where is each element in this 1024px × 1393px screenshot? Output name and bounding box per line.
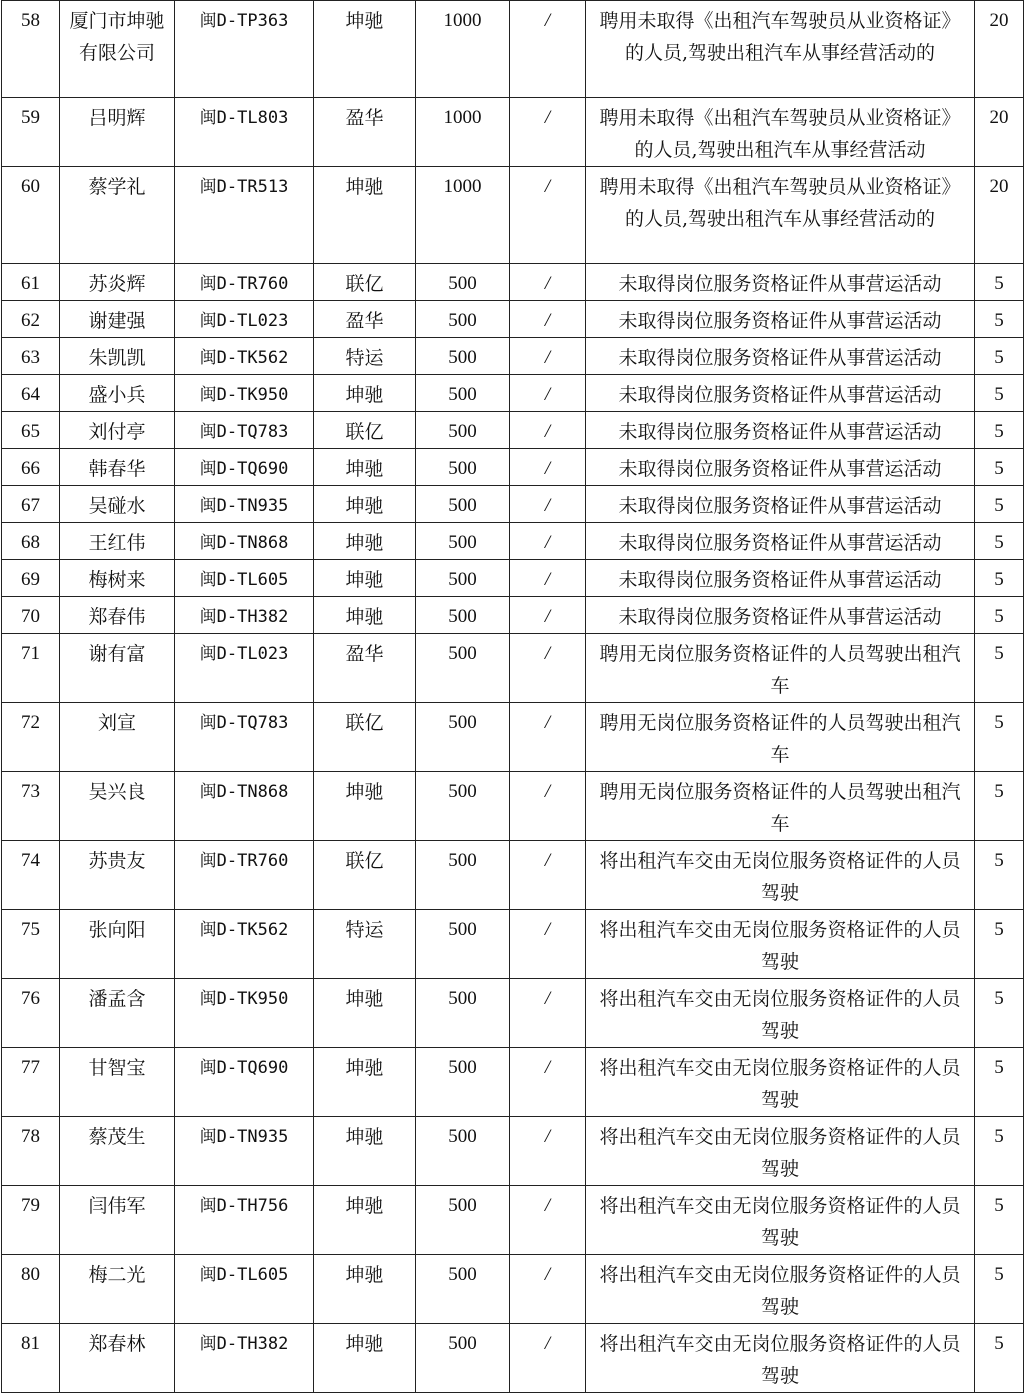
cell-amount: 500: [416, 1117, 510, 1186]
cell-other: /: [510, 338, 586, 375]
cell-party: 苏炎辉: [60, 264, 175, 301]
cell-seq: 58: [2, 1, 60, 98]
cell-amount: 500: [416, 523, 510, 560]
cell-company: 坤驰: [314, 1324, 416, 1393]
cell-seq: 59: [2, 98, 60, 167]
cell-points: 5: [975, 1186, 1024, 1255]
cell-reason: 未取得岗位服务资格证件从事营运活动: [586, 375, 975, 412]
table-row: [2, 772, 1024, 841]
cell-other: /: [510, 1255, 586, 1324]
cell-seq: 66: [2, 449, 60, 486]
cell-reason: 聘用未取得《出租汽车驾驶员从业资格证》的人员,驾驶出租汽车从事经营活动的: [586, 1, 975, 98]
cell-company: 坤驰: [314, 1255, 416, 1324]
cell-plate: 闽D-TR760: [175, 264, 314, 301]
cell-company: 坤驰: [314, 449, 416, 486]
cell-points: 5: [975, 597, 1024, 634]
cell-plate: 闽D-TR760: [175, 841, 314, 910]
cell-plate: 闽D-TL803: [175, 98, 314, 167]
cell-party: 梅二光: [60, 1255, 175, 1324]
table-row: [2, 167, 1024, 264]
table-row: [2, 1324, 1024, 1393]
cell-points: 5: [975, 375, 1024, 412]
cell-plate: 闽D-TH382: [175, 1324, 314, 1393]
cell-party: 张向阳: [60, 910, 175, 979]
cell-party: 朱凯凯: [60, 338, 175, 375]
cell-amount: 500: [416, 375, 510, 412]
cell-other: /: [510, 1186, 586, 1255]
cell-seq: 73: [2, 772, 60, 841]
cell-other: /: [510, 375, 586, 412]
table-row: [2, 338, 1024, 375]
cell-other: /: [510, 979, 586, 1048]
cell-party: 吴碰水: [60, 486, 175, 523]
cell-party: 谢建强: [60, 301, 175, 338]
cell-plate: 闽D-TL605: [175, 1255, 314, 1324]
table-row: [2, 703, 1024, 772]
cell-company: 联亿: [314, 703, 416, 772]
cell-amount: 500: [416, 560, 510, 597]
cell-plate: 闽D-TQ690: [175, 449, 314, 486]
cell-company: 盈华: [314, 634, 416, 703]
cell-amount: 500: [416, 1255, 510, 1324]
cell-plate: 闽D-TL023: [175, 634, 314, 703]
cell-party: 盛小兵: [60, 375, 175, 412]
cell-plate: 闽D-TN935: [175, 486, 314, 523]
cell-company: 坤驰: [314, 167, 416, 264]
cell-amount: 500: [416, 703, 510, 772]
cell-reason: 将出租汽车交由无岗位服务资格证件的人员驾驶: [586, 1186, 975, 1255]
cell-amount: 1000: [416, 167, 510, 264]
cell-company: 坤驰: [314, 375, 416, 412]
cell-other: /: [510, 1048, 586, 1117]
cell-seq: 65: [2, 412, 60, 449]
cell-seq: 74: [2, 841, 60, 910]
cell-seq: 80: [2, 1255, 60, 1324]
cell-other: /: [510, 910, 586, 979]
table-row: [2, 1, 1024, 98]
cell-seq: 75: [2, 910, 60, 979]
cell-other: /: [510, 597, 586, 634]
cell-company: 联亿: [314, 412, 416, 449]
cell-company: 坤驰: [314, 1048, 416, 1117]
cell-reason: 将出租汽车交由无岗位服务资格证件的人员驾驶: [586, 1255, 975, 1324]
cell-points: 5: [975, 1117, 1024, 1186]
table-row: [2, 979, 1024, 1048]
cell-party: 谢有富: [60, 634, 175, 703]
table-row: [2, 523, 1024, 560]
cell-plate: 闽D-TK562: [175, 910, 314, 979]
cell-seq: 69: [2, 560, 60, 597]
cell-points: 5: [975, 523, 1024, 560]
cell-plate: 闽D-TN935: [175, 1117, 314, 1186]
cell-company: 联亿: [314, 841, 416, 910]
cell-points: 5: [975, 301, 1024, 338]
cell-company: 坤驰: [314, 486, 416, 523]
cell-amount: 500: [416, 412, 510, 449]
cell-amount: 500: [416, 772, 510, 841]
cell-reason: 未取得岗位服务资格证件从事营运活动: [586, 338, 975, 375]
cell-amount: 500: [416, 1324, 510, 1393]
table-row: [2, 412, 1024, 449]
cell-plate: 闽D-TL605: [175, 560, 314, 597]
cell-reason: 将出租汽车交由无岗位服务资格证件的人员驾驶: [586, 979, 975, 1048]
cell-plate: 闽D-TN868: [175, 772, 314, 841]
cell-amount: 1000: [416, 98, 510, 167]
cell-points: 5: [975, 772, 1024, 841]
cell-company: 盈华: [314, 98, 416, 167]
cell-other: /: [510, 841, 586, 910]
cell-plate: 闽D-TN868: [175, 523, 314, 560]
cell-plate: 闽D-TK562: [175, 338, 314, 375]
cell-other: /: [510, 486, 586, 523]
cell-seq: 72: [2, 703, 60, 772]
cell-plate: 闽D-TQ783: [175, 703, 314, 772]
cell-points: 20: [975, 1, 1024, 98]
cell-amount: 500: [416, 841, 510, 910]
cell-reason: 聘用未取得《出租汽车驾驶员从业资格证》的人员,驾驶出租汽车从事经营活动: [586, 98, 975, 167]
cell-other: /: [510, 264, 586, 301]
cell-company: 盈华: [314, 301, 416, 338]
cell-amount: 500: [416, 301, 510, 338]
cell-other: /: [510, 634, 586, 703]
cell-plate: 闽D-TK950: [175, 979, 314, 1048]
cell-points: 5: [975, 338, 1024, 375]
cell-reason: 未取得岗位服务资格证件从事营运活动: [586, 264, 975, 301]
table-body: [2, 1, 1024, 1393]
cell-party: 吕明辉: [60, 98, 175, 167]
table-row: [2, 301, 1024, 338]
cell-other: /: [510, 449, 586, 486]
cell-reason: 聘用无岗位服务资格证件的人员驾驶出租汽车: [586, 634, 975, 703]
cell-party: 蔡学礼: [60, 167, 175, 264]
cell-seq: 71: [2, 634, 60, 703]
cell-points: 20: [975, 98, 1024, 167]
cell-points: 5: [975, 1255, 1024, 1324]
cell-seq: 70: [2, 597, 60, 634]
cell-amount: 500: [416, 338, 510, 375]
cell-party: 蔡茂生: [60, 1117, 175, 1186]
cell-reason: 未取得岗位服务资格证件从事营运活动: [586, 597, 975, 634]
cell-party: 郑春伟: [60, 597, 175, 634]
cell-points: 20: [975, 167, 1024, 264]
cell-party: 王红伟: [60, 523, 175, 560]
cell-points: 5: [975, 449, 1024, 486]
cell-points: 5: [975, 979, 1024, 1048]
cell-party: 闫伟军: [60, 1186, 175, 1255]
table-row: [2, 375, 1024, 412]
cell-other: /: [510, 523, 586, 560]
table-row: [2, 1048, 1024, 1117]
penalty-table: [1, 0, 1024, 1393]
cell-other: /: [510, 560, 586, 597]
cell-seq: 68: [2, 523, 60, 560]
cell-amount: 500: [416, 910, 510, 979]
table-row: [2, 98, 1024, 167]
cell-party: 韩春华: [60, 449, 175, 486]
cell-company: 坤驰: [314, 772, 416, 841]
cell-party: 吴兴良: [60, 772, 175, 841]
cell-seq: 62: [2, 301, 60, 338]
cell-company: 坤驰: [314, 979, 416, 1048]
cell-amount: 500: [416, 264, 510, 301]
cell-amount: 500: [416, 1048, 510, 1117]
cell-points: 5: [975, 560, 1024, 597]
cell-reason: 将出租汽车交由无岗位服务资格证件的人员驾驶: [586, 1117, 975, 1186]
cell-seq: 76: [2, 979, 60, 1048]
cell-other: /: [510, 1117, 586, 1186]
cell-party: 潘孟含: [60, 979, 175, 1048]
cell-amount: 500: [416, 634, 510, 703]
cell-points: 5: [975, 486, 1024, 523]
cell-other: /: [510, 1324, 586, 1393]
cell-points: 5: [975, 264, 1024, 301]
table-row: [2, 449, 1024, 486]
cell-seq: 61: [2, 264, 60, 301]
cell-company: 特运: [314, 338, 416, 375]
cell-amount: 500: [416, 979, 510, 1048]
table-row: [2, 1186, 1024, 1255]
cell-company: 坤驰: [314, 1, 416, 98]
cell-company: 坤驰: [314, 1186, 416, 1255]
cell-seq: 63: [2, 338, 60, 375]
cell-plate: 闽D-TH382: [175, 597, 314, 634]
cell-plate: 闽D-TP363: [175, 1, 314, 98]
cell-reason: 未取得岗位服务资格证件从事营运活动: [586, 301, 975, 338]
cell-points: 5: [975, 703, 1024, 772]
cell-seq: 67: [2, 486, 60, 523]
cell-amount: 500: [416, 486, 510, 523]
cell-other: /: [510, 98, 586, 167]
cell-party: 苏贵友: [60, 841, 175, 910]
cell-party: 厦门市坤驰有限公司: [60, 1, 175, 98]
cell-party: 梅树来: [60, 560, 175, 597]
cell-plate: 闽D-TL023: [175, 301, 314, 338]
cell-points: 5: [975, 634, 1024, 703]
cell-points: 5: [975, 910, 1024, 979]
cell-company: 坤驰: [314, 523, 416, 560]
cell-points: 5: [975, 841, 1024, 910]
cell-company: 联亿: [314, 264, 416, 301]
cell-plate: 闽D-TQ783: [175, 412, 314, 449]
cell-reason: 将出租汽车交由无岗位服务资格证件的人员驾驶: [586, 1324, 975, 1393]
cell-plate: 闽D-TK950: [175, 375, 314, 412]
cell-plate: 闽D-TQ690: [175, 1048, 314, 1117]
cell-seq: 60: [2, 167, 60, 264]
cell-reason: 未取得岗位服务资格证件从事营运活动: [586, 486, 975, 523]
table-row: [2, 910, 1024, 979]
cell-points: 5: [975, 1048, 1024, 1117]
cell-other: /: [510, 1, 586, 98]
table-row: [2, 1117, 1024, 1186]
cell-party: 刘宣: [60, 703, 175, 772]
cell-party: 刘付亭: [60, 412, 175, 449]
cell-company: 特运: [314, 910, 416, 979]
cell-seq: 77: [2, 1048, 60, 1117]
cell-reason: 将出租汽车交由无岗位服务资格证件的人员驾驶: [586, 841, 975, 910]
table-row: [2, 634, 1024, 703]
table-row: [2, 1255, 1024, 1324]
cell-other: /: [510, 703, 586, 772]
cell-reason: 未取得岗位服务资格证件从事营运活动: [586, 523, 975, 560]
cell-company: 坤驰: [314, 1117, 416, 1186]
cell-plate: 闽D-TH756: [175, 1186, 314, 1255]
cell-reason: 聘用无岗位服务资格证件的人员驾驶出租汽车: [586, 772, 975, 841]
cell-reason: 未取得岗位服务资格证件从事营运活动: [586, 449, 975, 486]
cell-points: 5: [975, 1324, 1024, 1393]
cell-points: 5: [975, 412, 1024, 449]
table-row: [2, 597, 1024, 634]
table-row: [2, 486, 1024, 523]
cell-reason: 将出租汽车交由无岗位服务资格证件的人员驾驶: [586, 910, 975, 979]
cell-reason: 聘用未取得《出租汽车驾驶员从业资格证》的人员,驾驶出租汽车从事经营活动的: [586, 167, 975, 264]
cell-reason: 未取得岗位服务资格证件从事营运活动: [586, 412, 975, 449]
table-row: [2, 264, 1024, 301]
table-row: [2, 560, 1024, 597]
cell-party: 甘智宝: [60, 1048, 175, 1117]
cell-seq: 64: [2, 375, 60, 412]
cell-amount: 500: [416, 449, 510, 486]
cell-amount: 1000: [416, 1, 510, 98]
cell-seq: 78: [2, 1117, 60, 1186]
cell-company: 坤驰: [314, 560, 416, 597]
cell-seq: 79: [2, 1186, 60, 1255]
cell-other: /: [510, 772, 586, 841]
cell-reason: 将出租汽车交由无岗位服务资格证件的人员驾驶: [586, 1048, 975, 1117]
cell-other: /: [510, 412, 586, 449]
cell-other: /: [510, 301, 586, 338]
cell-reason: 聘用无岗位服务资格证件的人员驾驶出租汽车: [586, 703, 975, 772]
cell-amount: 500: [416, 597, 510, 634]
cell-amount: 500: [416, 1186, 510, 1255]
cell-reason: 未取得岗位服务资格证件从事营运活动: [586, 560, 975, 597]
cell-party: 郑春林: [60, 1324, 175, 1393]
cell-other: /: [510, 167, 586, 264]
cell-seq: 81: [2, 1324, 60, 1393]
table-row: [2, 841, 1024, 910]
cell-plate: 闽D-TR513: [175, 167, 314, 264]
cell-company: 坤驰: [314, 597, 416, 634]
